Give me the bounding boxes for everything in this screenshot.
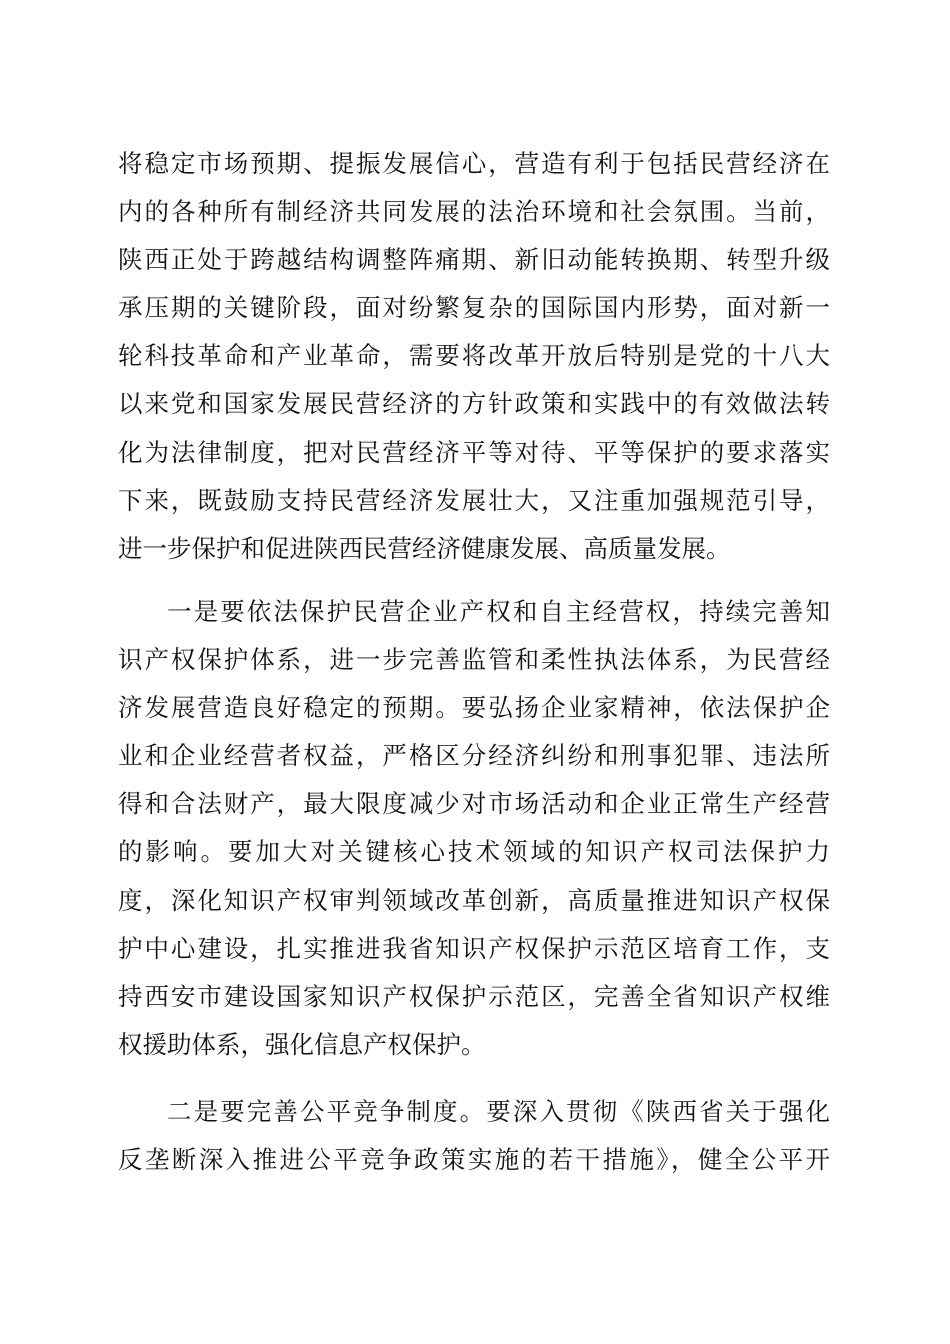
paragraph-1 [118,140,830,573]
paragraph-line: 轮科技革命和产业革命，需要将改革开放后特别是党的十八大 [118,341,830,371]
paragraph-line: 反垄断深入推进公平竞争政策实施的若干措施》，健全公平开 [118,1145,830,1175]
paragraph-2 [118,588,830,1069]
paragraph-line: 的影响。要加大对关键核心技术领域的知识产权司法保护力 [118,837,830,867]
paragraph-line: 持西安市建设国家知识产权保护示范区，完善全省知识产权维 [118,981,830,1011]
paragraph-line: 以来党和国家发展民营经济的方针政策和实践中的有效做法转 [118,389,830,419]
paragraph-line: 化为法律制度，把对民营经济平等对待、平等保护的要求落实 [118,437,830,467]
paragraph-line: 二是要完善公平竞争制度。要深入贯彻《陕西省关于强化 [167,1097,830,1126]
paragraph-line: 进一步保护和促进陕西民营经济健康发展、高质量发展。 [118,533,731,563]
paragraph-line: 得和合法财产，最大限度减少对市场活动和企业正常生产经营 [118,789,830,819]
paragraph-3 [118,1088,830,1184]
paragraph-line: 陕西正处于跨越结构调整阵痛期、新旧动能转换期、转型升级 [118,245,830,275]
paragraph-line: 权援助体系，强化信息产权保护。 [118,1029,486,1059]
paragraph-line: 一是要依法保护民营企业产权和自主经营权，持续完善知 [167,597,830,626]
paragraph-line: 度，深化知识产权审判领域改革创新，高质量推进知识产权保 [118,885,830,915]
paragraph-line: 护中心建设，扎实推进我省知识产权保护示范区培育工作，支 [118,933,830,963]
paragraph-line: 识产权保护体系，进一步完善监管和柔性执法体系，为民营经 [118,645,830,675]
paragraph-line: 下来，既鼓励支持民营经济发展壮大，又注重加强规范引导， [118,485,830,515]
paragraph-line: 将稳定市场预期、提振发展信心，营造有利于包括民营经济在 [118,149,830,178]
paragraph-line: 业和企业经营者权益，严格区分经济纠纷和刑事犯罪、违法所 [118,741,830,771]
paragraph-line: 承压期的关键阶段，面对纷繁复杂的国际国内形势，面对新一 [118,293,830,323]
paragraph-line: 内的各种所有制经济共同发展的法治环境和社会氛围。当前， [118,197,830,227]
paragraph-line: 济发展营造良好稳定的预期。要弘扬企业家精神，依法保护企 [118,693,830,723]
